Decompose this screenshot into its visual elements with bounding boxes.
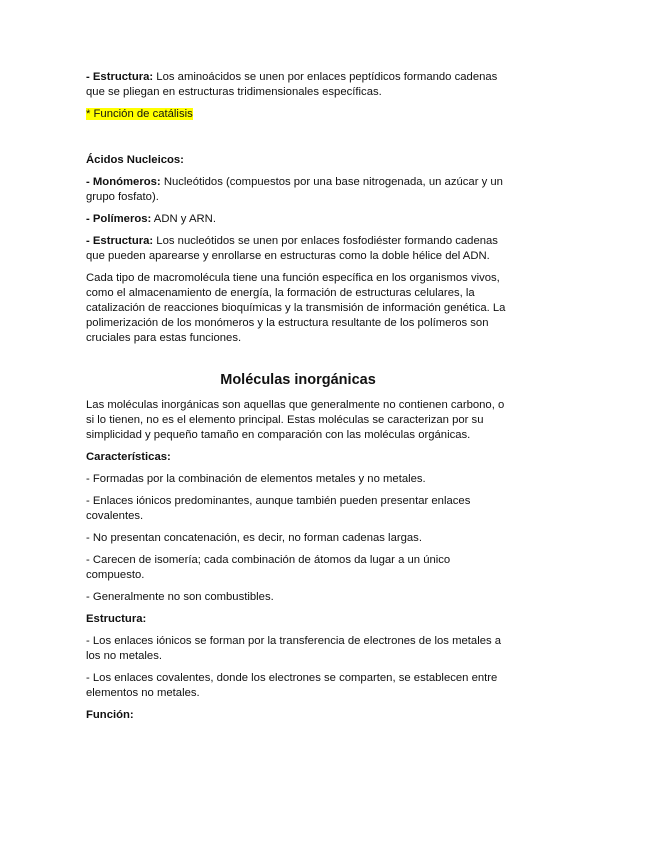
funcion-catalisis-line: [86, 107, 510, 122]
monomeros-label: - Monómeros:: [86, 176, 161, 188]
estructura-label: - Estructura:: [86, 71, 154, 83]
estructura-inorganicas-heading: Estructura:: [86, 613, 147, 625]
estructura-item: - Los enlaces iónicos se forman por la transferencia de electrones de los metales a los no metales.: [86, 635, 502, 662]
inorganicas-intro-paragraph: Las moléculas inorgánicas son aquellas que generalmente no contienen carbono, o si lo tienen, no es el elemento principal. Estas moléculas se caracterizan por su simplicidad y pequeño tamaño en comparación con las moléculas orgánicas.: [86, 399, 505, 441]
document-content: [86, 70, 510, 730]
funcion-catalisis-highlight: * Función de catálisis: [86, 108, 193, 120]
caracteristica-item: - Generalmente no son combustibles.: [86, 591, 274, 603]
spacer: [86, 129, 510, 153]
section-title-inorganicas: Moléculas inorgánicas: [220, 372, 376, 388]
spacer: [86, 353, 510, 371]
funcion-heading: Función:: [86, 709, 134, 721]
monomeros-paragraph: [86, 175, 510, 205]
caracteristicas-heading: Características:: [86, 451, 171, 463]
caracteristica-item: - Enlaces iónicos predominantes, aunque también pueden presentar enlaces covalentes.: [86, 495, 471, 522]
monomeros-text: Nucleótidos (compuestos por una base nitrogenada, un azúcar y un grupo fosfato).: [86, 176, 503, 203]
caracteristica-item: - No presentan concatenación, es decir, no forman cadenas largas.: [86, 532, 422, 544]
acidos-nucleicos-heading: Ácidos Nucleicos:: [86, 154, 184, 166]
estructura-text: Los aminoácidos se unen por enlaces peptídicos formando cadenas que se pliegan en estructuras tridimensionales específicas.: [86, 71, 498, 98]
estructura-nucleicos-text: Los nucleótidos se unen por enlaces fosfodiéster formando cadenas que pueden aparearse y enrollarse en estructuras como la doble hélice del ADN.: [86, 235, 498, 262]
polimeros-paragraph: [86, 212, 510, 227]
estructura-organica-paragraph: [86, 70, 510, 100]
polimeros-text: ADN y ARN.: [151, 213, 216, 225]
resumen-paragraph: Cada tipo de macromolécula tiene una función específica en los organismos vivos, como el almacenamiento de energía, la formación de estructuras celulares, la catalización de reacciones bioquímicas y la transmisión de información genética. La polimerización de los monómeros y la estructura resultante de los polímeros son cruciales para estas funciones.: [86, 272, 506, 344]
estructura-nucleicos-label: - Estructura:: [86, 235, 154, 247]
caracteristica-item: - Carecen de isomería; cada combinación de átomos da lugar a un único compuesto.: [86, 554, 451, 581]
caracteristica-item: - Formadas por la combinación de elementos metales y no metales.: [86, 473, 426, 485]
estructura-nucleicos-paragraph: [86, 234, 510, 264]
estructura-item: - Los enlaces covalentes, donde los electrones se comparten, se establecen entre elementos no metales.: [86, 672, 498, 699]
polimeros-label: - Polímeros:: [86, 213, 152, 225]
